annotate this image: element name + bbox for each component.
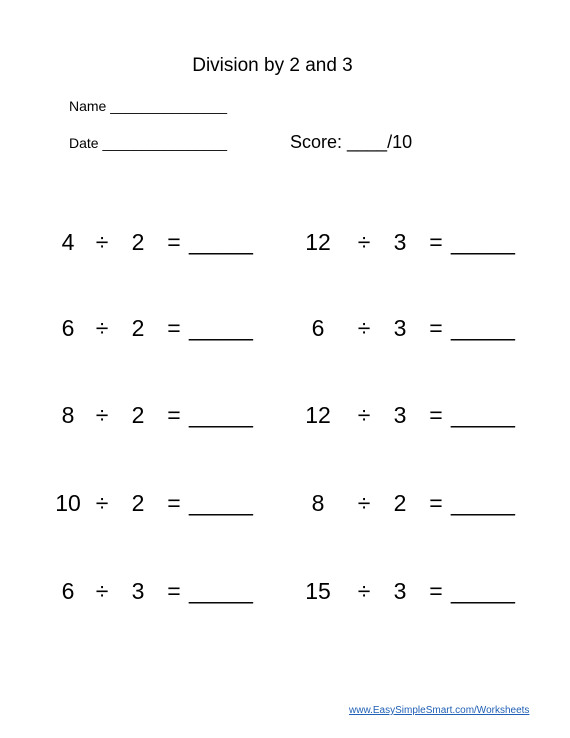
equals-sign: = <box>167 490 181 516</box>
date-field: Date ________________ <box>69 135 228 151</box>
dividend: 15 <box>305 578 331 604</box>
dividend: 10 <box>55 490 81 516</box>
answer-blank: _____ <box>451 578 515 604</box>
divisor: 3 <box>393 402 407 428</box>
division-sign: ÷ <box>95 402 109 428</box>
divisor: 2 <box>131 315 145 341</box>
division-sign: ÷ <box>357 402 371 428</box>
dividend: 8 <box>311 490 325 516</box>
answer-blank: _____ <box>451 315 515 341</box>
dividend: 6 <box>61 315 75 341</box>
equals-sign: = <box>429 402 443 428</box>
divisor: 2 <box>393 490 407 516</box>
division-sign: ÷ <box>357 578 371 604</box>
equals-sign: = <box>429 578 443 604</box>
divisor: 3 <box>393 578 407 604</box>
equals-sign: = <box>429 229 443 255</box>
divisor: 2 <box>131 490 145 516</box>
division-sign: ÷ <box>357 229 371 255</box>
answer-blank: _____ <box>189 315 253 341</box>
equals-sign: = <box>167 402 181 428</box>
answer-blank: _____ <box>451 229 515 255</box>
dividend: 4 <box>61 229 75 255</box>
answer-blank: _____ <box>189 578 253 604</box>
score-field: Score: ____/10 <box>290 132 413 152</box>
division-sign: ÷ <box>95 315 109 341</box>
division-sign: ÷ <box>357 315 371 341</box>
dividend: 8 <box>61 402 75 428</box>
equals-sign: = <box>429 490 443 516</box>
division-sign: ÷ <box>357 490 371 516</box>
answer-blank: _____ <box>451 490 515 516</box>
divisor: 3 <box>393 229 407 255</box>
answer-blank: _____ <box>189 229 253 255</box>
equals-sign: = <box>429 315 443 341</box>
dividend: 12 <box>305 402 331 428</box>
divisor: 3 <box>131 578 145 604</box>
name-field: Name _______________ <box>69 98 228 114</box>
divisor: 3 <box>393 315 407 341</box>
dividend: 12 <box>305 229 331 255</box>
page-title: Division by 2 and 3 <box>192 55 353 76</box>
divisor: 2 <box>131 229 145 255</box>
equals-sign: = <box>167 315 181 341</box>
division-sign: ÷ <box>95 578 109 604</box>
answer-blank: _____ <box>451 402 515 428</box>
dividend: 6 <box>61 578 75 604</box>
division-sign: ÷ <box>95 490 109 516</box>
answer-blank: _____ <box>189 490 253 516</box>
dividend: 6 <box>311 315 325 341</box>
equals-sign: = <box>167 229 181 255</box>
equals-sign: = <box>167 578 181 604</box>
division-sign: ÷ <box>95 229 109 255</box>
footer-link[interactable]: www.EasySimpleSmart.com/Worksheets <box>349 705 530 716</box>
divisor: 2 <box>131 402 145 428</box>
answer-blank: _____ <box>189 402 253 428</box>
